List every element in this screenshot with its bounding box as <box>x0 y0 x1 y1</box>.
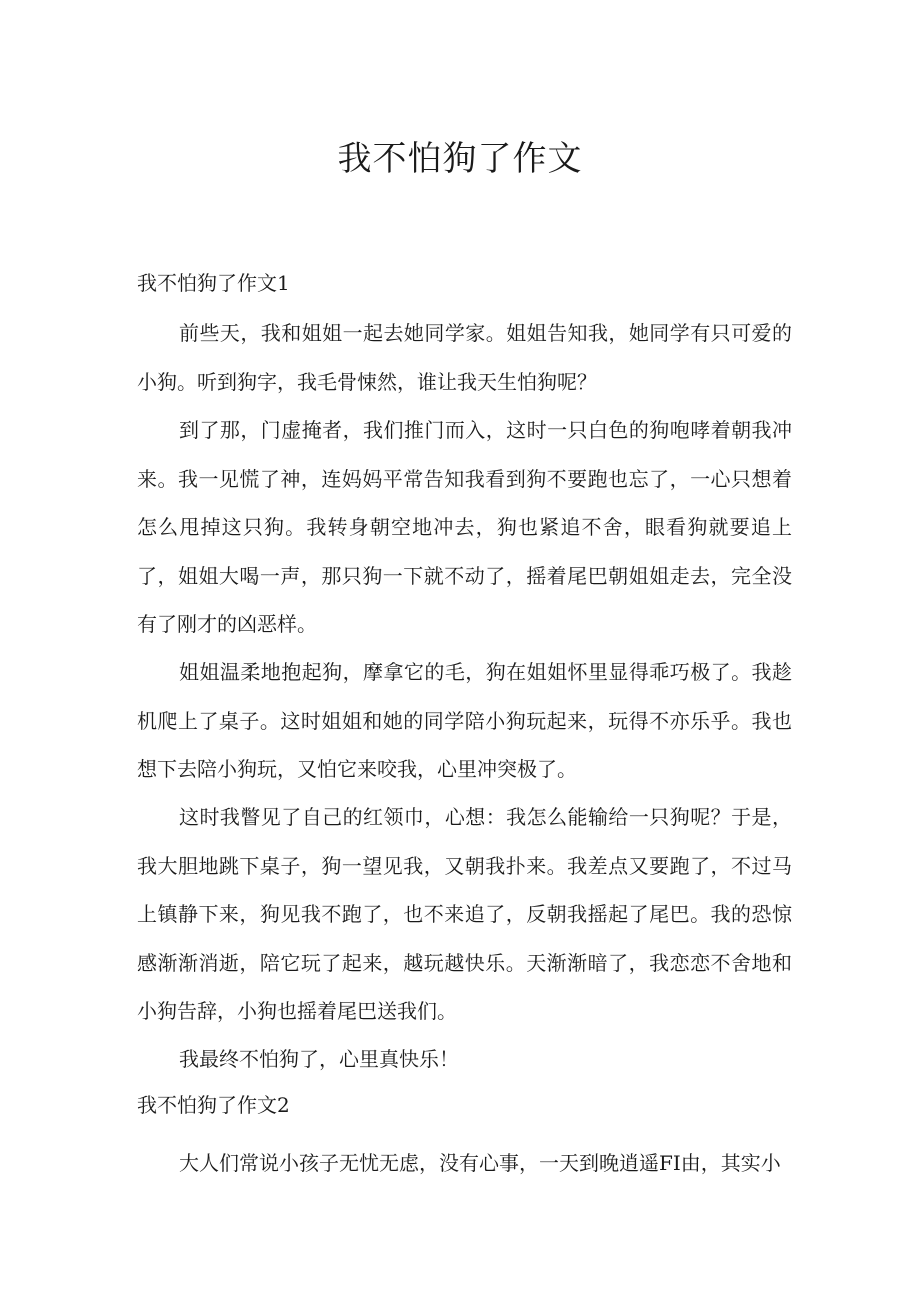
essay-1-heading: 我不怕狗了作文1 <box>137 271 290 295</box>
essay-2-heading: 我不怕狗了作文2 <box>137 1093 290 1117</box>
essay-1-paragraph-4: 这时我瞥见了自己的红领巾，心想：我怎么能输给一只狗呢？于是，我大胆地跳下桌子，狗一望见我，又朝我扑来。我差点又要跑了，不过马上镇静下来，狗见我不跑了，也不来追了，反朝我摇起了尾巴。我的恐惊感渐渐消逝，陪它玩了起来，越玩越快乐。天渐渐暗了，我恋恋不舍地和小狗告辞，小狗也摇着尾巴送我们。 <box>137 805 792 1024</box>
document-title: 我不怕狗了作文 <box>337 139 583 179</box>
essay-2-paragraph-1: 大人们常说小孩子无忧无虑，没有心事，一天到晚逍遥FI由，其实小 <box>179 1151 781 1175</box>
essay-1-paragraph-3: 姐姐温柔地抱起狗，摩拿它的毛，狗在姐姐怀里显得乖巧极了。我趁机爬上了桌子。这时姐姐和她的同学陪小狗玩起来，玩得不亦乐乎。我也想下去陪小狗玩，又怕它来咬我，心里冲突极了。 <box>137 660 792 782</box>
essay-1-paragraph-5: 我最终不怕狗了，心里真快乐！ <box>179 1047 459 1071</box>
essay-1-paragraph-2: 到了那，门虚掩者，我们推门而入，这时一只白色的狗咆哮着朝我冲来。我一见慌了神，连妈妈平常告知我看到狗不要跑也忘了，一心只想着怎么甩掉这只狗。我转身朝空地冲去，狗也紧追不舍，眼看狗就要追上了，姐姐大喝一声，那只狗一下就不动了，摇着尾巴朝姐姐走去，完全没有了刚才的凶恶样。 <box>137 418 792 637</box>
essay-1-paragraph-1: 前些天，我和姐姐一起去她同学家。姐姐告知我，她同学有只可爱的小狗。听到狗字，我毛骨悚然，谁让我天生怕狗呢？ <box>137 321 792 394</box>
